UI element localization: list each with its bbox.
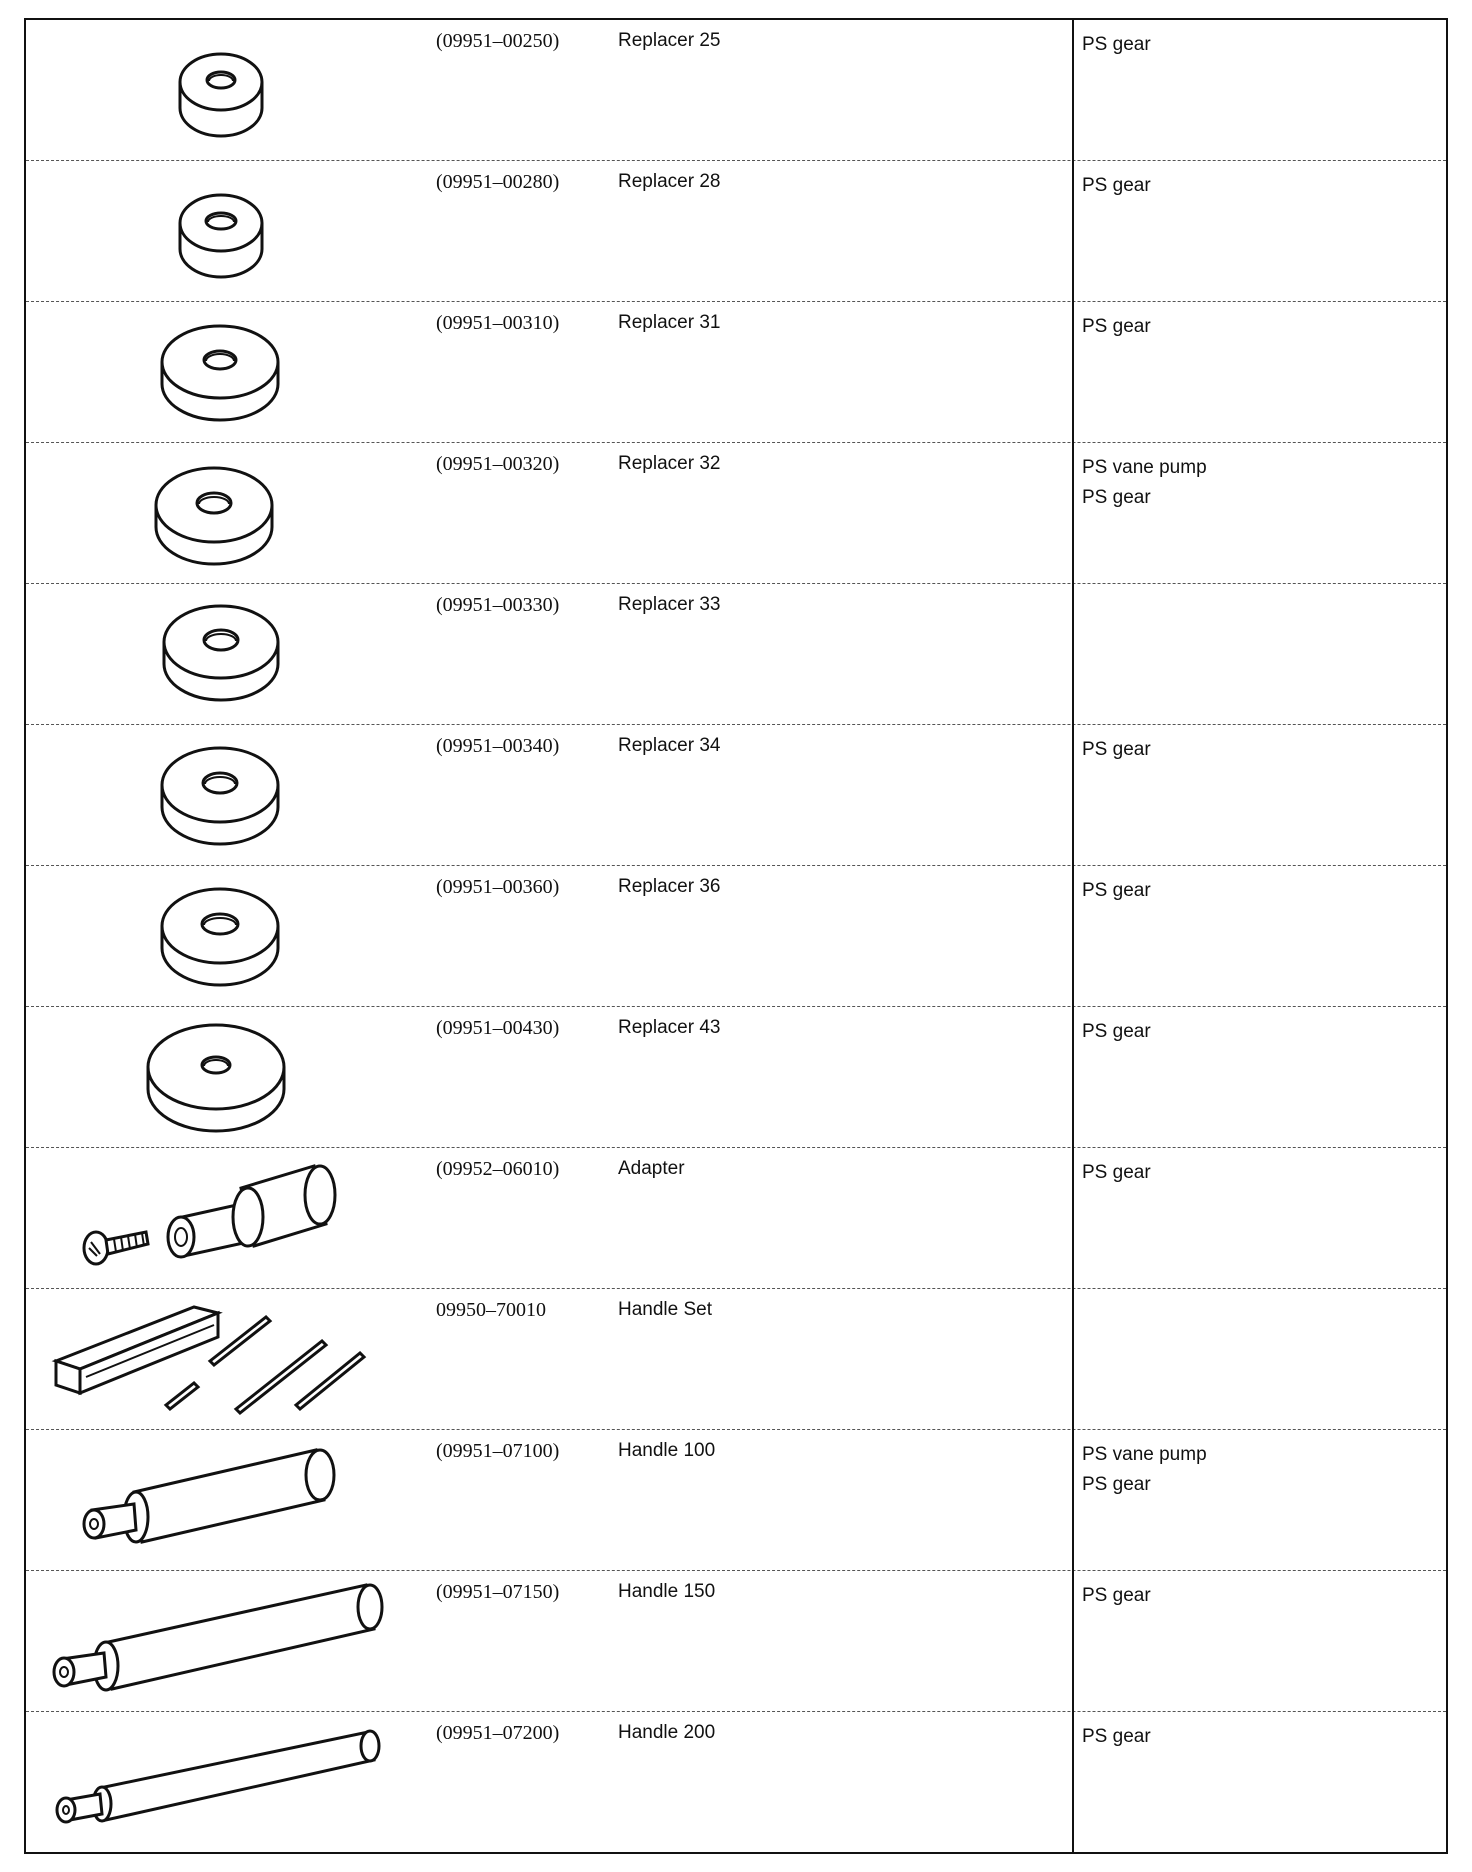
table-row [26, 161, 1446, 302]
tool-name: Replacer 33 [618, 594, 721, 615]
usage-line: PS gear [1082, 880, 1151, 901]
usage-cell [1082, 1440, 1432, 1500]
table-row [26, 584, 1446, 725]
replacer-ring-icon [26, 866, 426, 1007]
replacer-ring-icon [26, 443, 426, 584]
replacer-ring-icon [26, 302, 426, 443]
usage-line: PS gear [1082, 1162, 1151, 1183]
column-divider [1072, 1289, 1074, 1430]
column-divider [1072, 1007, 1074, 1148]
table-row [26, 1007, 1446, 1148]
table-row [26, 443, 1446, 584]
replacer-ring-icon [26, 725, 426, 866]
usage-line: PS gear [1082, 739, 1151, 760]
usage-cell [1082, 1722, 1432, 1752]
column-divider [1072, 1430, 1074, 1571]
tool-name: Replacer 31 [618, 312, 721, 333]
table-row [26, 20, 1446, 161]
handle-rod-icon [26, 1571, 426, 1712]
part-number: (09951–00250) [436, 30, 560, 52]
usage-line: PS vane pump [1082, 1444, 1207, 1465]
tool-name: Handle Set [618, 1299, 713, 1320]
usage-line: PS gear [1082, 1474, 1151, 1495]
table-row [26, 1430, 1446, 1571]
usage-cell [1082, 735, 1432, 765]
replacer-ring-icon [26, 20, 426, 161]
tool-name: Replacer 32 [618, 453, 721, 474]
usage-line: PS gear [1082, 1726, 1151, 1747]
usage-line: PS gear [1082, 175, 1151, 196]
special-tools-table [24, 18, 1448, 1854]
part-number: (09952–06010) [436, 1158, 560, 1180]
column-divider [1072, 443, 1074, 584]
table-row [26, 725, 1446, 866]
column-divider [1072, 1712, 1074, 1853]
usage-line: PS vane pump [1082, 457, 1207, 478]
table-row [26, 1289, 1446, 1430]
usage-line: PS gear [1082, 1021, 1151, 1042]
part-number: (09951–00310) [436, 312, 560, 334]
usage-cell [1082, 171, 1432, 201]
table-row [26, 1148, 1446, 1289]
tool-name: Handle 100 [618, 1440, 716, 1461]
column-divider [1072, 1571, 1074, 1712]
part-number: (09951–07200) [436, 1722, 560, 1744]
usage-cell [1082, 30, 1432, 60]
column-divider [1072, 866, 1074, 1007]
tool-name: Adapter [618, 1158, 685, 1179]
column-divider [1072, 20, 1074, 161]
handle-rod-icon [26, 1712, 426, 1853]
usage-cell [1082, 876, 1432, 906]
column-divider [1072, 584, 1074, 725]
usage-cell [1082, 1017, 1432, 1047]
usage-cell [1082, 1158, 1432, 1188]
part-number: (09951–07100) [436, 1440, 560, 1462]
part-number: 09950–70010 [436, 1299, 546, 1321]
usage-cell [1082, 453, 1432, 513]
usage-cell [1082, 1581, 1432, 1611]
table-row [26, 302, 1446, 443]
table-row [26, 1571, 1446, 1712]
table-row [26, 1712, 1446, 1853]
column-divider [1072, 725, 1074, 866]
handle-rod-icon [26, 1430, 426, 1571]
tool-name: Replacer 28 [618, 171, 721, 192]
usage-line: PS gear [1082, 34, 1151, 55]
handle-set-icon [26, 1289, 426, 1430]
replacer-ring-icon [26, 161, 426, 302]
part-number: (09951–00280) [436, 171, 560, 193]
table-row [26, 866, 1446, 1007]
column-divider [1072, 1148, 1074, 1289]
replacer-ring-icon [26, 584, 426, 725]
tool-name: Handle 200 [618, 1722, 716, 1743]
tool-name: Replacer 25 [618, 30, 721, 51]
part-number: (09951–00340) [436, 735, 560, 757]
part-number: (09951–00320) [436, 453, 560, 475]
usage-line: PS gear [1082, 487, 1151, 508]
column-divider [1072, 302, 1074, 443]
part-number: (09951–00430) [436, 1017, 560, 1039]
part-number: (09951–00360) [436, 876, 560, 898]
tool-name: Replacer 34 [618, 735, 721, 756]
usage-line: PS gear [1082, 1585, 1151, 1606]
column-divider [1072, 161, 1074, 302]
part-number: (09951–00330) [436, 594, 560, 616]
replacer-ring-icon [26, 1007, 426, 1148]
part-number: (09951–07150) [436, 1581, 560, 1603]
adapter-bolt-icon [26, 1148, 426, 1289]
usage-line: PS gear [1082, 316, 1151, 337]
usage-cell [1082, 312, 1432, 342]
tool-name: Handle 150 [618, 1581, 716, 1602]
tool-name: Replacer 43 [618, 1017, 721, 1038]
tool-name: Replacer 36 [618, 876, 721, 897]
